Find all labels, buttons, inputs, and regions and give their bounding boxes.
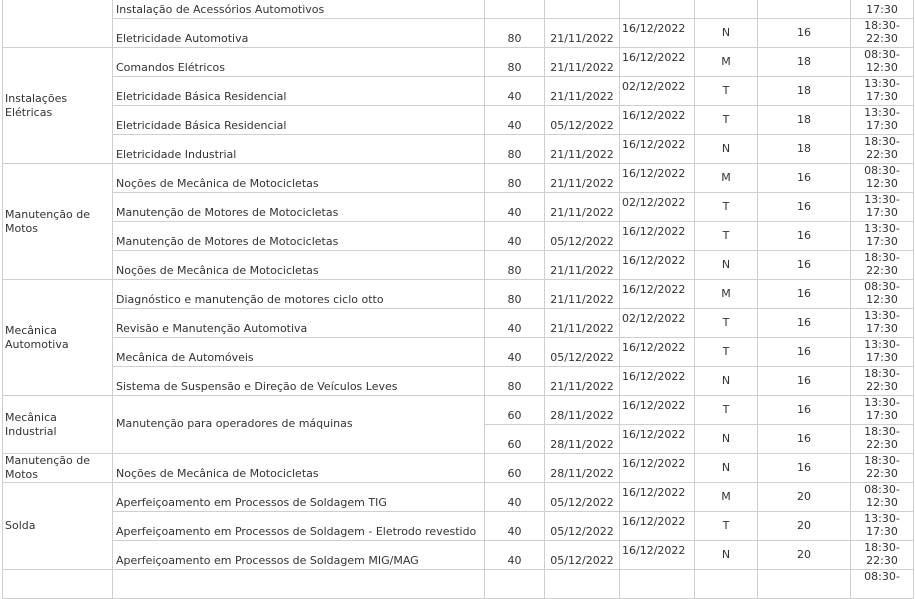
course-name-cell: Eletricidade Automotiva: [113, 19, 485, 48]
workload-cell: 40: [485, 541, 545, 570]
time-line: 12:30: [866, 177, 898, 190]
table-row: [3, 309, 914, 338]
table-row: [3, 454, 914, 483]
schedule-time-cell: [851, 77, 914, 106]
end-date-cell: 02/12/2022: [620, 309, 695, 338]
schedule-time-cell: [851, 570, 914, 599]
time-line: 22:30: [866, 380, 898, 393]
end-date-cell: 16/12/2022: [620, 280, 695, 309]
shift-cell: T: [695, 106, 758, 135]
time-line: 18:30-: [864, 367, 900, 380]
workload-cell: 40: [485, 338, 545, 367]
area-cell: Instalações Elétricas: [3, 48, 113, 164]
shift-cell: T: [695, 222, 758, 251]
time-line: 17:30: [866, 3, 898, 16]
vacancies-cell: 16: [758, 396, 851, 425]
table-row: [3, 222, 914, 251]
start-date-cell: 21/11/2022: [545, 280, 620, 309]
time-line: 18:30-: [864, 454, 900, 467]
shift-cell: M: [695, 164, 758, 193]
schedule-time-cell: [851, 48, 914, 77]
course-name-cell: Noções de Mecânica de Motocicletas: [113, 251, 485, 280]
start-date-cell: 21/11/2022: [545, 19, 620, 48]
schedule-time-cell: [851, 135, 914, 164]
vacancies-cell: 16: [758, 19, 851, 48]
start-date-cell: [545, 570, 620, 599]
end-date-cell: 16/12/2022: [620, 135, 695, 164]
course-name-cell: Noções de Mecânica de Motocicletas: [113, 164, 485, 193]
start-date-cell: 28/11/2022: [545, 454, 620, 483]
workload-cell: 80: [485, 164, 545, 193]
workload-cell: 80: [485, 48, 545, 77]
table-row: [3, 0, 914, 19]
shift-cell: T: [695, 396, 758, 425]
schedule-time-cell: [851, 193, 914, 222]
start-date-cell: [545, 0, 620, 19]
end-date-cell: 16/12/2022: [620, 425, 695, 454]
vacancies-cell: 18: [758, 48, 851, 77]
vacancies-cell: [758, 570, 851, 599]
time-line: 13:30-: [864, 396, 900, 409]
schedule-time-cell: [851, 309, 914, 338]
start-date-cell: 21/11/2022: [545, 367, 620, 396]
area-cell: Mecânica Industrial: [3, 396, 113, 454]
workload-cell: 60: [485, 454, 545, 483]
shift-cell: T: [695, 77, 758, 106]
shift-cell: N: [695, 454, 758, 483]
area-cell: Manutenção de Motos: [3, 164, 113, 280]
shift-cell: [695, 0, 758, 19]
time-line: 12:30: [866, 496, 898, 509]
course-name-cell: Manutenção de Motores de Motocicletas: [113, 222, 485, 251]
course-schedule-table: [2, 0, 914, 599]
table-row: [3, 164, 914, 193]
workload-cell: [485, 0, 545, 19]
start-date-cell: 05/12/2022: [545, 541, 620, 570]
time-line: 18:30-: [864, 251, 900, 264]
end-date-cell: 02/12/2022: [620, 193, 695, 222]
vacancies-cell: 16: [758, 454, 851, 483]
vacancies-cell: 16: [758, 164, 851, 193]
start-date-cell: 05/12/2022: [545, 106, 620, 135]
table-row: [3, 396, 914, 425]
vacancies-cell: 20: [758, 541, 851, 570]
end-date-cell: 16/12/2022: [620, 251, 695, 280]
table-row: [3, 19, 914, 48]
workload-cell: 40: [485, 483, 545, 512]
workload-cell: 40: [485, 309, 545, 338]
end-date-cell: 16/12/2022: [620, 367, 695, 396]
schedule-time-cell: [851, 483, 914, 512]
course-name-cell: Revisão e Manutenção Automotiva: [113, 309, 485, 338]
time-line: 17:30: [866, 235, 898, 248]
schedule-time-cell: [851, 367, 914, 396]
time-line: 12:30: [866, 61, 898, 74]
workload-cell: 80: [485, 135, 545, 164]
shift-cell: N: [695, 367, 758, 396]
time-line: 08:30-: [864, 570, 900, 583]
time-line: 13:30-: [864, 77, 900, 90]
time-line: 17:30: [866, 322, 898, 335]
schedule-time-cell: [851, 164, 914, 193]
shift-cell: N: [695, 19, 758, 48]
shift-cell: T: [695, 193, 758, 222]
course-name-cell: Noções de Mecânica de Motocicletas: [113, 454, 485, 483]
course-name-cell: Manutenção de Motores de Motocicletas: [113, 193, 485, 222]
course-schedule-sheet: [2, 0, 914, 599]
table-row: [3, 367, 914, 396]
schedule-time-cell: [851, 222, 914, 251]
time-line: [853, 583, 911, 596]
course-name-cell: Mecânica de Automóveis: [113, 338, 485, 367]
time-line: 17:30: [866, 351, 898, 364]
workload-cell: 80: [485, 251, 545, 280]
workload-cell: 40: [485, 512, 545, 541]
vacancies-cell: 18: [758, 77, 851, 106]
time-line: 18:30-: [864, 135, 900, 148]
workload-cell: 40: [485, 222, 545, 251]
schedule-time-cell: [851, 396, 914, 425]
shift-cell: T: [695, 512, 758, 541]
time-line: 22:30: [866, 467, 898, 480]
time-line: 17:30: [866, 119, 898, 132]
end-date-cell: [620, 0, 695, 19]
end-date-cell: 02/12/2022: [620, 77, 695, 106]
end-date-cell: 16/12/2022: [620, 512, 695, 541]
time-line: 18:30-: [864, 19, 900, 32]
course-name-cell: Eletricidade Básica Residencial: [113, 106, 485, 135]
course-name-cell: Manutenção para operadores de máquinas: [113, 396, 485, 454]
start-date-cell: 21/11/2022: [545, 164, 620, 193]
schedule-time-cell: [851, 454, 914, 483]
schedule-time-cell: [851, 541, 914, 570]
time-line: 18:30-: [864, 425, 900, 438]
time-line: 13:30-: [864, 338, 900, 351]
schedule-time-cell: [851, 425, 914, 454]
vacancies-cell: 16: [758, 309, 851, 338]
area-cell: [3, 570, 113, 599]
vacancies-cell: 16: [758, 338, 851, 367]
workload-cell: 60: [485, 425, 545, 454]
workload-cell: 60: [485, 396, 545, 425]
start-date-cell: 28/11/2022: [545, 425, 620, 454]
time-line: 17:30: [866, 90, 898, 103]
schedule-time-cell: [851, 338, 914, 367]
table-row: [3, 512, 914, 541]
vacancies-cell: 20: [758, 512, 851, 541]
table-row: [3, 106, 914, 135]
shift-cell: [695, 570, 758, 599]
start-date-cell: 21/11/2022: [545, 77, 620, 106]
time-line: 17:30: [866, 206, 898, 219]
vacancies-cell: 16: [758, 367, 851, 396]
course-name-cell: Sistema de Suspensão e Direção de Veículos Leves: [113, 367, 485, 396]
vacancies-cell: 16: [758, 222, 851, 251]
start-date-cell: 21/11/2022: [545, 309, 620, 338]
course-name-cell: Aperfeiçoamento em Processos de Soldagem MIG/MAG: [113, 541, 485, 570]
vacancies-cell: 16: [758, 280, 851, 309]
start-date-cell: 28/11/2022: [545, 396, 620, 425]
time-line: 08:30-: [864, 483, 900, 496]
schedule-time-cell: [851, 106, 914, 135]
start-date-cell: 21/11/2022: [545, 193, 620, 222]
area-cell: Manutenção de Motos: [3, 454, 113, 483]
end-date-cell: 16/12/2022: [620, 338, 695, 367]
time-line: 22:30: [866, 264, 898, 277]
table-row: [3, 77, 914, 106]
table-row: [3, 48, 914, 77]
shift-cell: M: [695, 48, 758, 77]
time-line: 13:30-: [864, 309, 900, 322]
start-date-cell: 21/11/2022: [545, 251, 620, 280]
time-line: 08:30-: [864, 164, 900, 177]
time-line: 13:30-: [864, 222, 900, 235]
shift-cell: N: [695, 135, 758, 164]
area-cell: [3, 0, 113, 48]
table-row: [3, 280, 914, 309]
table-row: [3, 483, 914, 512]
start-date-cell: 21/11/2022: [545, 135, 620, 164]
area-cell: Solda: [3, 483, 113, 570]
end-date-cell: [620, 570, 695, 599]
table-row: [3, 570, 914, 599]
course-name-cell: Aperfeiçoamento em Processos de Soldagem TIG: [113, 483, 485, 512]
schedule-time-cell: [851, 280, 914, 309]
time-line: 12:30: [866, 293, 898, 306]
time-line: 17:30: [866, 525, 898, 538]
workload-cell: 40: [485, 77, 545, 106]
end-date-cell: 16/12/2022: [620, 541, 695, 570]
course-name-cell: Comandos Elétricos: [113, 48, 485, 77]
table-row: [3, 251, 914, 280]
workload-cell: 40: [485, 106, 545, 135]
vacancies-cell: [758, 0, 851, 19]
vacancies-cell: 16: [758, 251, 851, 280]
schedule-time-cell: [851, 251, 914, 280]
course-name-cell: Aperfeiçoamento em Processos de Soldagem - Eletrodo revestido: [113, 512, 485, 541]
table-row: [3, 338, 914, 367]
shift-cell: N: [695, 425, 758, 454]
start-date-cell: 05/12/2022: [545, 483, 620, 512]
course-name-cell: Eletricidade Industrial: [113, 135, 485, 164]
shift-cell: M: [695, 483, 758, 512]
start-date-cell: 05/12/2022: [545, 338, 620, 367]
schedule-time-cell: [851, 512, 914, 541]
table-row: [3, 193, 914, 222]
workload-cell: 80: [485, 280, 545, 309]
end-date-cell: 16/12/2022: [620, 19, 695, 48]
time-line: 22:30: [866, 148, 898, 161]
time-line: 18:30-: [864, 541, 900, 554]
shift-cell: N: [695, 251, 758, 280]
time-line: 22:30: [866, 438, 898, 451]
end-date-cell: 16/12/2022: [620, 483, 695, 512]
start-date-cell: 05/12/2022: [545, 512, 620, 541]
table-row: [3, 541, 914, 570]
time-line: 13:30-: [864, 193, 900, 206]
shift-cell: N: [695, 541, 758, 570]
time-line: 08:30-: [864, 280, 900, 293]
shift-cell: T: [695, 309, 758, 338]
workload-cell: 80: [485, 19, 545, 48]
schedule-time-cell: [851, 0, 914, 19]
area-cell: Mecânica Automotiva: [3, 280, 113, 396]
table-row: [3, 135, 914, 164]
time-line: 13:30-: [864, 106, 900, 119]
vacancies-cell: 16: [758, 425, 851, 454]
time-line: 08:30-: [864, 48, 900, 61]
start-date-cell: 05/12/2022: [545, 222, 620, 251]
vacancies-cell: 20: [758, 483, 851, 512]
course-name-cell: Instalação de Acessórios Automotivos: [113, 0, 485, 19]
end-date-cell: 16/12/2022: [620, 396, 695, 425]
end-date-cell: 16/12/2022: [620, 454, 695, 483]
end-date-cell: 16/12/2022: [620, 222, 695, 251]
end-date-cell: 16/12/2022: [620, 164, 695, 193]
vacancies-cell: 18: [758, 135, 851, 164]
workload-cell: 40: [485, 193, 545, 222]
shift-cell: M: [695, 280, 758, 309]
workload-cell: 80: [485, 367, 545, 396]
course-name-cell: Eletricidade Básica Residencial: [113, 77, 485, 106]
end-date-cell: 16/12/2022: [620, 106, 695, 135]
time-line: 22:30: [866, 554, 898, 567]
shift-cell: T: [695, 338, 758, 367]
workload-cell: [485, 570, 545, 599]
time-line: 22:30: [866, 32, 898, 45]
course-name-cell: Diagnóstico e manutenção de motores ciclo otto: [113, 280, 485, 309]
time-line: 17:30: [866, 409, 898, 422]
course-name-cell: [113, 570, 485, 599]
end-date-cell: 16/12/2022: [620, 48, 695, 77]
time-line: 13:30-: [864, 512, 900, 525]
vacancies-cell: 16: [758, 193, 851, 222]
start-date-cell: 21/11/2022: [545, 48, 620, 77]
vacancies-cell: 18: [758, 106, 851, 135]
schedule-time-cell: [851, 19, 914, 48]
